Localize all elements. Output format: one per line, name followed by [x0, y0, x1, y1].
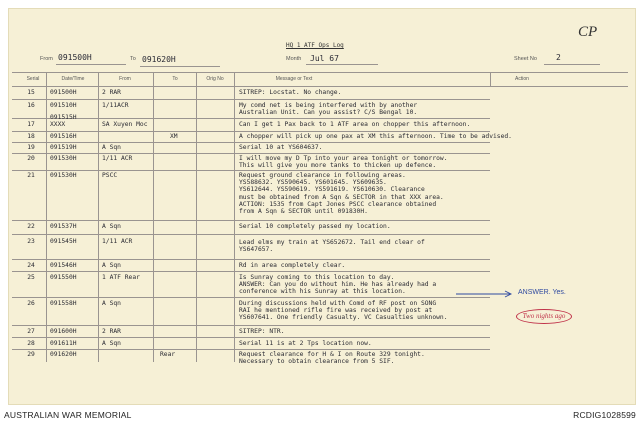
row-message: SITREP: Locstat. No change. [239, 89, 342, 96]
footer-source: AUSTRALIAN WAR MEMORIAL [4, 410, 132, 420]
row-serial: 19 [27, 144, 35, 151]
row-from: A Sqn [102, 340, 121, 347]
row-datetime: 091516H [50, 133, 77, 140]
sheet-label: Sheet No [514, 56, 537, 62]
row-to: XM [170, 133, 178, 140]
row-datetime: 091530H [50, 155, 77, 162]
row-serial: 26 [27, 300, 35, 307]
row-message: Rd in area completely clear. [239, 262, 346, 269]
col-serial: Serial [26, 76, 40, 82]
month-label: Month [286, 56, 302, 62]
row-datetime: 091550H [50, 274, 77, 281]
row-datetime: 091611H [50, 340, 77, 347]
row-message: Request clearance for H & I on Route 329 tonight. Necessary to obtain clearance from 5 SIF. [239, 351, 425, 366]
row-datetime: 091510H [50, 102, 77, 109]
col-datetime: Date/Time [61, 76, 85, 82]
row-datetime: 091500H [50, 89, 77, 96]
from-value: 091500H [58, 53, 92, 62]
col-action: Action [515, 76, 529, 82]
row-from: 1/11 ACR [102, 238, 133, 245]
row-datetime: 091546H [50, 262, 77, 269]
row-serial: 18 [27, 133, 35, 140]
row-serial: 29 [27, 351, 35, 358]
row-from: 2 RAR [102, 328, 121, 335]
row-serial: 23 [27, 238, 35, 245]
row-serial: 22 [27, 223, 35, 230]
row-serial: 20 [27, 155, 35, 162]
row-from: 1 ATF Rear [102, 274, 140, 281]
row-message: SITREP: NTR. [239, 328, 285, 335]
row-from: A Sqn [102, 300, 121, 307]
row-datetime: 091519H [50, 144, 77, 151]
sheet-value: 2 [556, 53, 561, 62]
row-message: Can I get 1 Pax back to 1 ATF area on chopper this afternoon. [239, 121, 471, 128]
row-message: Is Sunray coming to this location to day. ANSWER: Can you do without him. He has already had a conference with his Sunray at this location. [239, 274, 437, 296]
row-serial: 15 [27, 89, 35, 96]
row-message: I will move my D Tp into your area tonight or tomorrow. This will give you more tanks to thicken up defence. [239, 155, 448, 170]
row-from: PSCC [102, 172, 118, 179]
row-serial: 17 [27, 121, 35, 128]
row-datetime: 091620H [50, 351, 77, 358]
row-from: SA Xuyen Moc [102, 121, 148, 128]
row-serial: 27 [27, 328, 35, 335]
row-datetime: 091537H [50, 223, 77, 230]
row-serial: 21 [27, 172, 35, 179]
answer-note: ANSWER. Yes. [518, 289, 566, 296]
col-from: From [119, 76, 131, 82]
col-orig-no: Orig No [206, 76, 224, 82]
row-serial: 24 [27, 262, 35, 269]
row-datetime: 091600H [50, 328, 77, 335]
row-datetime: 091545H [50, 238, 77, 245]
col-message: Message or Text [275, 76, 313, 82]
row-message: Lead elms my train at YS652672. Tail end clear of YS647657. [239, 239, 425, 254]
row-message: During discussions held with Comd of RF post on SONG RAI he mentioned rifle fire was received by post at YS607641. One friendly Casualty. VC Casualties unknown. [239, 300, 448, 322]
row-message: Serial 10 completely passed my location. [239, 223, 391, 230]
row-from: 1/11 ACR [102, 155, 133, 162]
row-from: 2 RAR [102, 89, 121, 96]
to-value: 091620H [142, 55, 176, 64]
row-serial: 28 [27, 340, 35, 347]
month-value: Jul 67 [310, 54, 339, 63]
row-datetime: 091558H [50, 300, 77, 307]
arrow-icon [456, 290, 516, 298]
corner-mark: CP [578, 24, 598, 40]
row-from: A Sqn [102, 262, 121, 269]
to-label: To [130, 56, 136, 62]
row-from: A Sqn [102, 144, 121, 151]
row-message: My comd net is being interfered with by another Australian Unit. Can you assist? C/S Bengal 10. [239, 102, 418, 117]
row-from: 1/11ACR [102, 102, 129, 109]
row-from: A Sqn [102, 223, 121, 230]
row-message: Serial 10 at YS604637. [239, 144, 323, 151]
row-message: A chopper will pick up one pax at XM this afternoon. Time to be advised. [239, 133, 512, 140]
log-title: HQ 1 ATF Ops Log [286, 42, 344, 49]
row-serial: 25 [27, 274, 35, 281]
row-message: Serial 11 is at 2 Tps location now. [239, 340, 372, 347]
row-datetime: 091530H [50, 172, 77, 179]
footer-id: RCDIG1028599 [573, 410, 636, 420]
row-message: Request ground clearance in following areas. YS588632. YS590645. YS601645. YS609635. YS612644. YS590619. YS591619. YS610630. Clearance must be obtained from A Sqn & SECTOR in that XXX area. ACTION: 1535 from Capt Jones PSCC clearance obtained from A Sqn & SECTOR until 091830H. [239, 172, 444, 216]
log-sheet [8, 8, 636, 405]
row-datetime: 091515H XXXX [50, 114, 77, 129]
red-note: Two nights ago [516, 309, 572, 324]
from-label: From [40, 56, 53, 62]
col-to: To [172, 76, 178, 82]
row-to: Rear [160, 351, 176, 358]
row-serial: 16 [27, 102, 35, 109]
